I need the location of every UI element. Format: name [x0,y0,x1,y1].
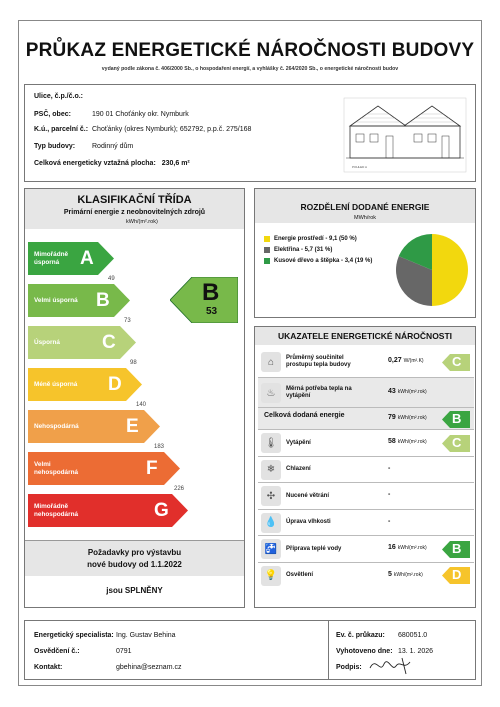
class-arrow-c [28,326,136,359]
sign-label: Podpis: [336,664,362,671]
cert-value: 0791 [116,648,132,655]
classification-unit: kWh/(m².rok) [126,219,158,225]
indicator-row [258,407,474,429]
area-value: 230,6 m² [161,160,190,167]
indicator-value: - [388,491,391,499]
contact-row [34,664,62,671]
cert-row [34,648,80,655]
class-arrow-f [28,452,180,485]
class-threshold: 226 [174,486,185,492]
requirement-line2: nové budovy od 1.1.2022 [87,560,182,569]
indicator-row [258,429,474,456]
class-label: Nehospodárná [34,423,79,430]
indicator-grade-badge [442,567,470,584]
class-letter: D [108,374,122,395]
class-threshold: 140 [136,402,147,408]
drawing-caption: POHLED A [352,165,368,169]
indicator-grade: C [452,353,462,369]
info-value: 190 01 Choťánky okr. Nymburk [92,111,189,118]
legend-swatch [264,247,270,253]
class-letter: E [126,416,139,437]
indicator-unit: kWh/(m².rok) [393,571,423,578]
indicator-value: 43 [388,388,396,395]
contact-value: gbehina@seznam.cz [116,664,182,671]
class-arrow-g [28,494,188,527]
class-threshold: 183 [154,444,165,450]
building-elevation-drawing [342,96,468,174]
indicator-name: Měrná potřeba tepla na vytápění [286,386,352,399]
info-label: Typ budovy: [34,143,76,150]
requirement-box [25,540,244,576]
classification-subtitle: Primární energie z neobnovitelných zdrojů [63,209,206,216]
snowflake-icon: ❄ [261,460,281,480]
indicator-value: 5 [388,570,392,578]
pie-slice [432,234,468,306]
result-class-value: 53 [206,306,218,317]
indicator-value-wrap [388,414,427,421]
bulb-icon: 💡 [261,566,281,586]
indicators-title: UKAZATELE ENERGETICKÉ NÁROČNOSTI [277,331,453,341]
area-label: Celková energeticky vztažná plocha: [34,160,156,167]
indicator-row [258,535,474,562]
indicator-value-wrap [388,357,424,364]
legend-swatch [264,236,270,242]
indicator-value-wrap [388,438,427,445]
indicator-name: Nucené větrání [286,492,330,499]
class-letter: C [102,332,116,353]
class-threshold: 49 [108,276,115,282]
class-letter: B [96,290,110,311]
class-letter: G [154,500,169,521]
distribution-title: ROZDĚLENÍ DODANÉ ENERGIE [300,202,430,212]
result-class-letter: B [202,279,220,306]
legend-swatch [264,258,270,264]
class-arrow-e [28,410,160,443]
ev-value: 680051.0 [398,632,428,639]
indicator-value-wrap [388,571,423,578]
info-label: PSČ, obec: [34,111,71,118]
indicator-value: 58 [388,438,396,446]
classification-title: KLASIFIKAČNÍ TŘÍDA [77,194,192,206]
heat-icon: ♨ [261,383,281,403]
indicator-grade-badge [442,354,470,371]
indicator-value-wrap [388,544,427,551]
indicator-grade: B [452,540,462,556]
indicator-name: Průměrný součinitel prostupu tepla budovy [286,355,351,368]
indicator-row [258,347,474,377]
legend-label: Energie prostředí - 9,1 (50 %) [274,236,357,242]
indicator-name: Osvětlení [286,572,314,579]
class-arrow-b [28,284,130,317]
indicator-name: Vytápění [286,439,311,446]
requirement-line1: Požadavky pro výstavbu [87,548,182,557]
ev-row [336,632,385,639]
building-info-row [34,111,189,118]
date-value: 13. 1. 2026 [398,648,434,655]
house-icon: ⌂ [261,352,281,372]
building-info-row [34,93,83,100]
class-label: Úsporná [34,339,60,346]
indicator-unit: kWh/(m².rok) [397,415,427,421]
indicator-value: 16 [388,544,396,552]
indicator-value: 79 [388,414,396,421]
legend-label: Elektřina - 5,7 (31 %) [274,247,333,253]
indicator-row [258,482,474,509]
distribution-unit: MWh/rok [354,215,376,221]
legend-item [264,236,357,242]
indicator-row [258,562,474,589]
requirement-status: jsou SPLNĚNY [106,586,163,595]
thermometer-icon: 🌡 [261,433,281,453]
indicator-value-wrap [388,518,390,525]
class-letter: A [80,248,94,269]
indicator-row [258,456,474,483]
contact-label: Kontakt: [34,664,63,671]
date-label: Vyhotoveno dne: [336,648,393,655]
legend-item [264,247,332,253]
indicator-name: Chlazení [286,466,311,473]
class-threshold: 73 [124,318,131,324]
indicator-value: - [388,464,391,472]
signature-image [366,652,426,676]
class-label: Velmi nehospodárná [34,461,79,476]
footer-divider [328,620,329,680]
building-info-row [34,143,134,150]
class-letter: F [146,458,158,479]
class-arrow-d [28,368,142,401]
specialist-value: Ing. Gustav Behina [116,632,176,639]
legend-label: Kusové dřevo a štěpka - 3,4 (19 %) [274,258,373,264]
indicator-row [258,509,474,536]
page-subtitle: vydaný podle zákona č. 406/2000 Sb., o hospodaření energií, a vyhlášky č. 264/2020 Sb., o energetické náročnosti budov [101,66,399,72]
indicator-grade: D [452,567,462,583]
indicator-grade-badge [442,411,470,428]
class-threshold: 98 [130,360,137,366]
indicator-value: - [388,517,391,525]
specialist-row [34,632,114,639]
indicator-unit: kWh/(m².rok) [397,389,427,395]
sign-row [336,664,362,671]
building-info-row [34,126,252,133]
indicator-value-wrap [388,388,427,395]
class-label: Méně úsporná [34,381,78,388]
indicator-grade: B [452,410,462,426]
distribution-pie-chart [394,232,470,308]
class-label: Mimořádně nehospodárná [34,503,79,518]
class-label: Velmi úsporná [34,297,78,304]
indicator-name: Úprava vlhkosti [286,519,331,526]
indicator-value: 0,27 [388,357,402,364]
indicator-name: Příprava teplé vody [286,545,342,552]
faucet-icon: 🚰 [261,539,281,559]
info-label: Ulice, č.p./č.o.: [34,93,84,100]
indicator-unit: W/(m².K) [403,358,424,364]
indicator-name: Celková dodaná energie [264,412,345,419]
indicator-grade-badge [442,541,470,558]
droplet-icon: 💧 [261,513,281,533]
info-label: K.ú., parcelní č.: [34,126,89,133]
class-arrow-a [28,242,114,275]
info-value: Choťánky (okres Nymburk); 652792, p.p.č. 275/168 [92,126,252,133]
indicator-grade: C [452,434,462,450]
specialist-label: Energetický specialista: [34,632,114,639]
indicator-row [258,377,474,407]
area-row [34,160,190,167]
indicator-value-wrap [388,465,390,472]
indicator-unit: kWh/(m².rok) [397,545,427,552]
legend-item [264,258,372,264]
page-title: PRŮKAZ ENERGETICKÉ NÁROČNOSTI BUDOVY [25,40,475,61]
ev-label: Ev. č. průkazu: [336,632,385,639]
class-label: Mimořádně úsporná [34,251,69,266]
indicator-grade-badge [442,435,470,452]
indicator-unit: kWh/(m².rok) [397,439,427,446]
fan-icon: ✣ [261,486,281,506]
cert-label: Osvědčení č.: [34,648,80,655]
indicator-value-wrap [388,491,390,498]
info-value: Rodinný dům [92,143,134,150]
